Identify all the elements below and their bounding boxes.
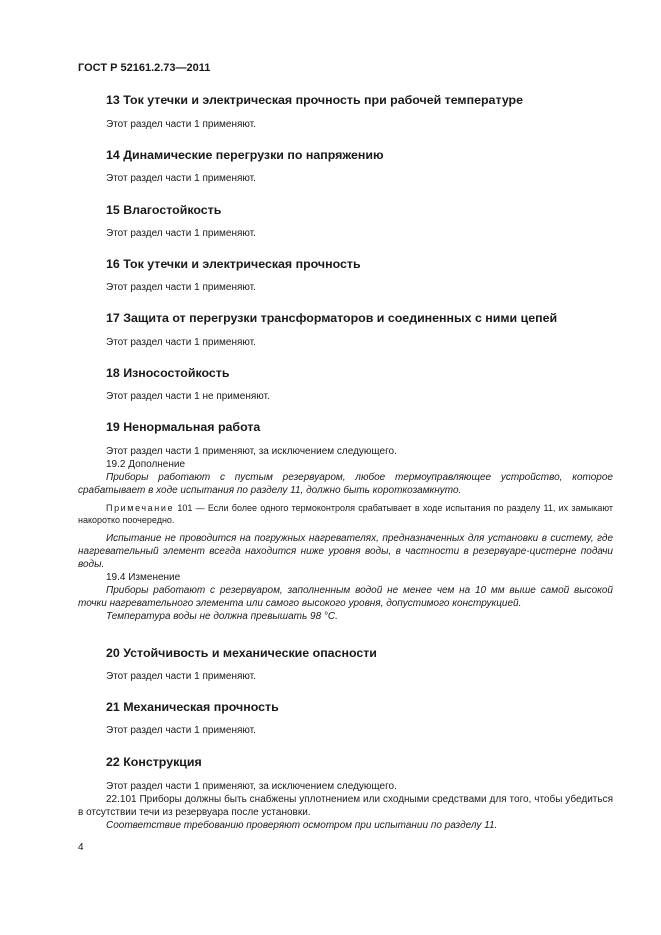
subclause-19-4-text: Приборы работают с резервуаром, заполненным водой не менее чем на 10 мм выше самой высокой точки нагревательного элемента или самого высокого уровня, допустимого конструкцией. [78,585,613,609]
section-heading-21: 21 Механическая прочность [106,700,279,714]
section-text-15: Этот раздел части 1 применяют. [106,228,256,239]
section-heading-18: 18 Износостойкость [106,366,230,380]
section-text-18: Этот раздел части 1 не применяют. [106,391,270,402]
section-heading-13: 13 Ток утечки и электрическая прочность при рабочей температуре [106,93,524,107]
section-text-13: Этот раздел части 1 применяют. [106,119,256,130]
section-22-body [78,780,613,832]
section-heading-20: 20 Устойчивость и механические опасности [106,646,377,660]
section-22-intro: Этот раздел части 1 применяют, за исключением следующего. [106,781,397,792]
subclause-19-4-title: 19.4 Изменение [106,572,181,583]
note-text: 101 — Если более одного термоконтроля срабатывает в ходе испытания по разделу 11, их замыкают накоротко поочередно. [78,503,613,525]
section-heading-17: 17 Защита от перегрузки трансформаторов и соединенных с ними цепей [106,311,558,325]
section-heading-19: 19 Ненормальная работа [106,420,261,434]
subclause-19-2-text: Приборы работают с пустым резервуаром, любое термоуправляющее устройство, которое срабатывает в ходе испытания по разделу 11, должно быть короткозамкнуто. [78,472,613,496]
clause-22-101: 22.101 Приборы должны быть снабжены уплотнением или сходными средствами для того, чтобы убедиться в отсутствии течи из резервуара после установки. [78,794,613,818]
section-text-14: Этот раздел части 1 применяют. [106,173,256,184]
note-101 [78,502,613,526]
section-heading-22: 22 Конструкция [106,755,202,769]
note-label: Примечание [106,503,175,513]
page-number: 4 [78,842,84,853]
section-19-intro: Этот раздел части 1 применяют, за исключением следующего. [106,446,397,457]
immersion-heater-exception: Испытание не проводится на погружных нагревателях, предназначенных для установки в систему, где нагревательный элемент всегда находится ниже уровня воды, в частности в резервуаре-цистерне подачи воды. [78,533,613,570]
document-code: ГОСТ Р 52161.2.73—2011 [78,62,211,74]
section-text-21: Этот раздел части 1 применяют. [106,725,256,736]
section-heading-14: 14 Динамические перегрузки по напряжению [106,148,384,162]
section-19-body [78,445,613,623]
subclause-19-2-title: 19.2 Дополнение [106,459,186,470]
section-heading-15: 15 Влагостойкость [106,203,222,217]
compliance-check: Соответствие требованию проверяют осмотром при испытании по разделу 11. [106,820,498,831]
water-temperature-limit: Температура воды не должна превышать 98 °С. [106,611,338,622]
section-text-20: Этот раздел части 1 применяют. [106,671,256,682]
section-heading-16: 16 Ток утечки и электрическая прочность [106,257,361,271]
section-text-16: Этот раздел части 1 применяют. [106,282,256,293]
section-text-17: Этот раздел части 1 применяют. [106,337,256,348]
